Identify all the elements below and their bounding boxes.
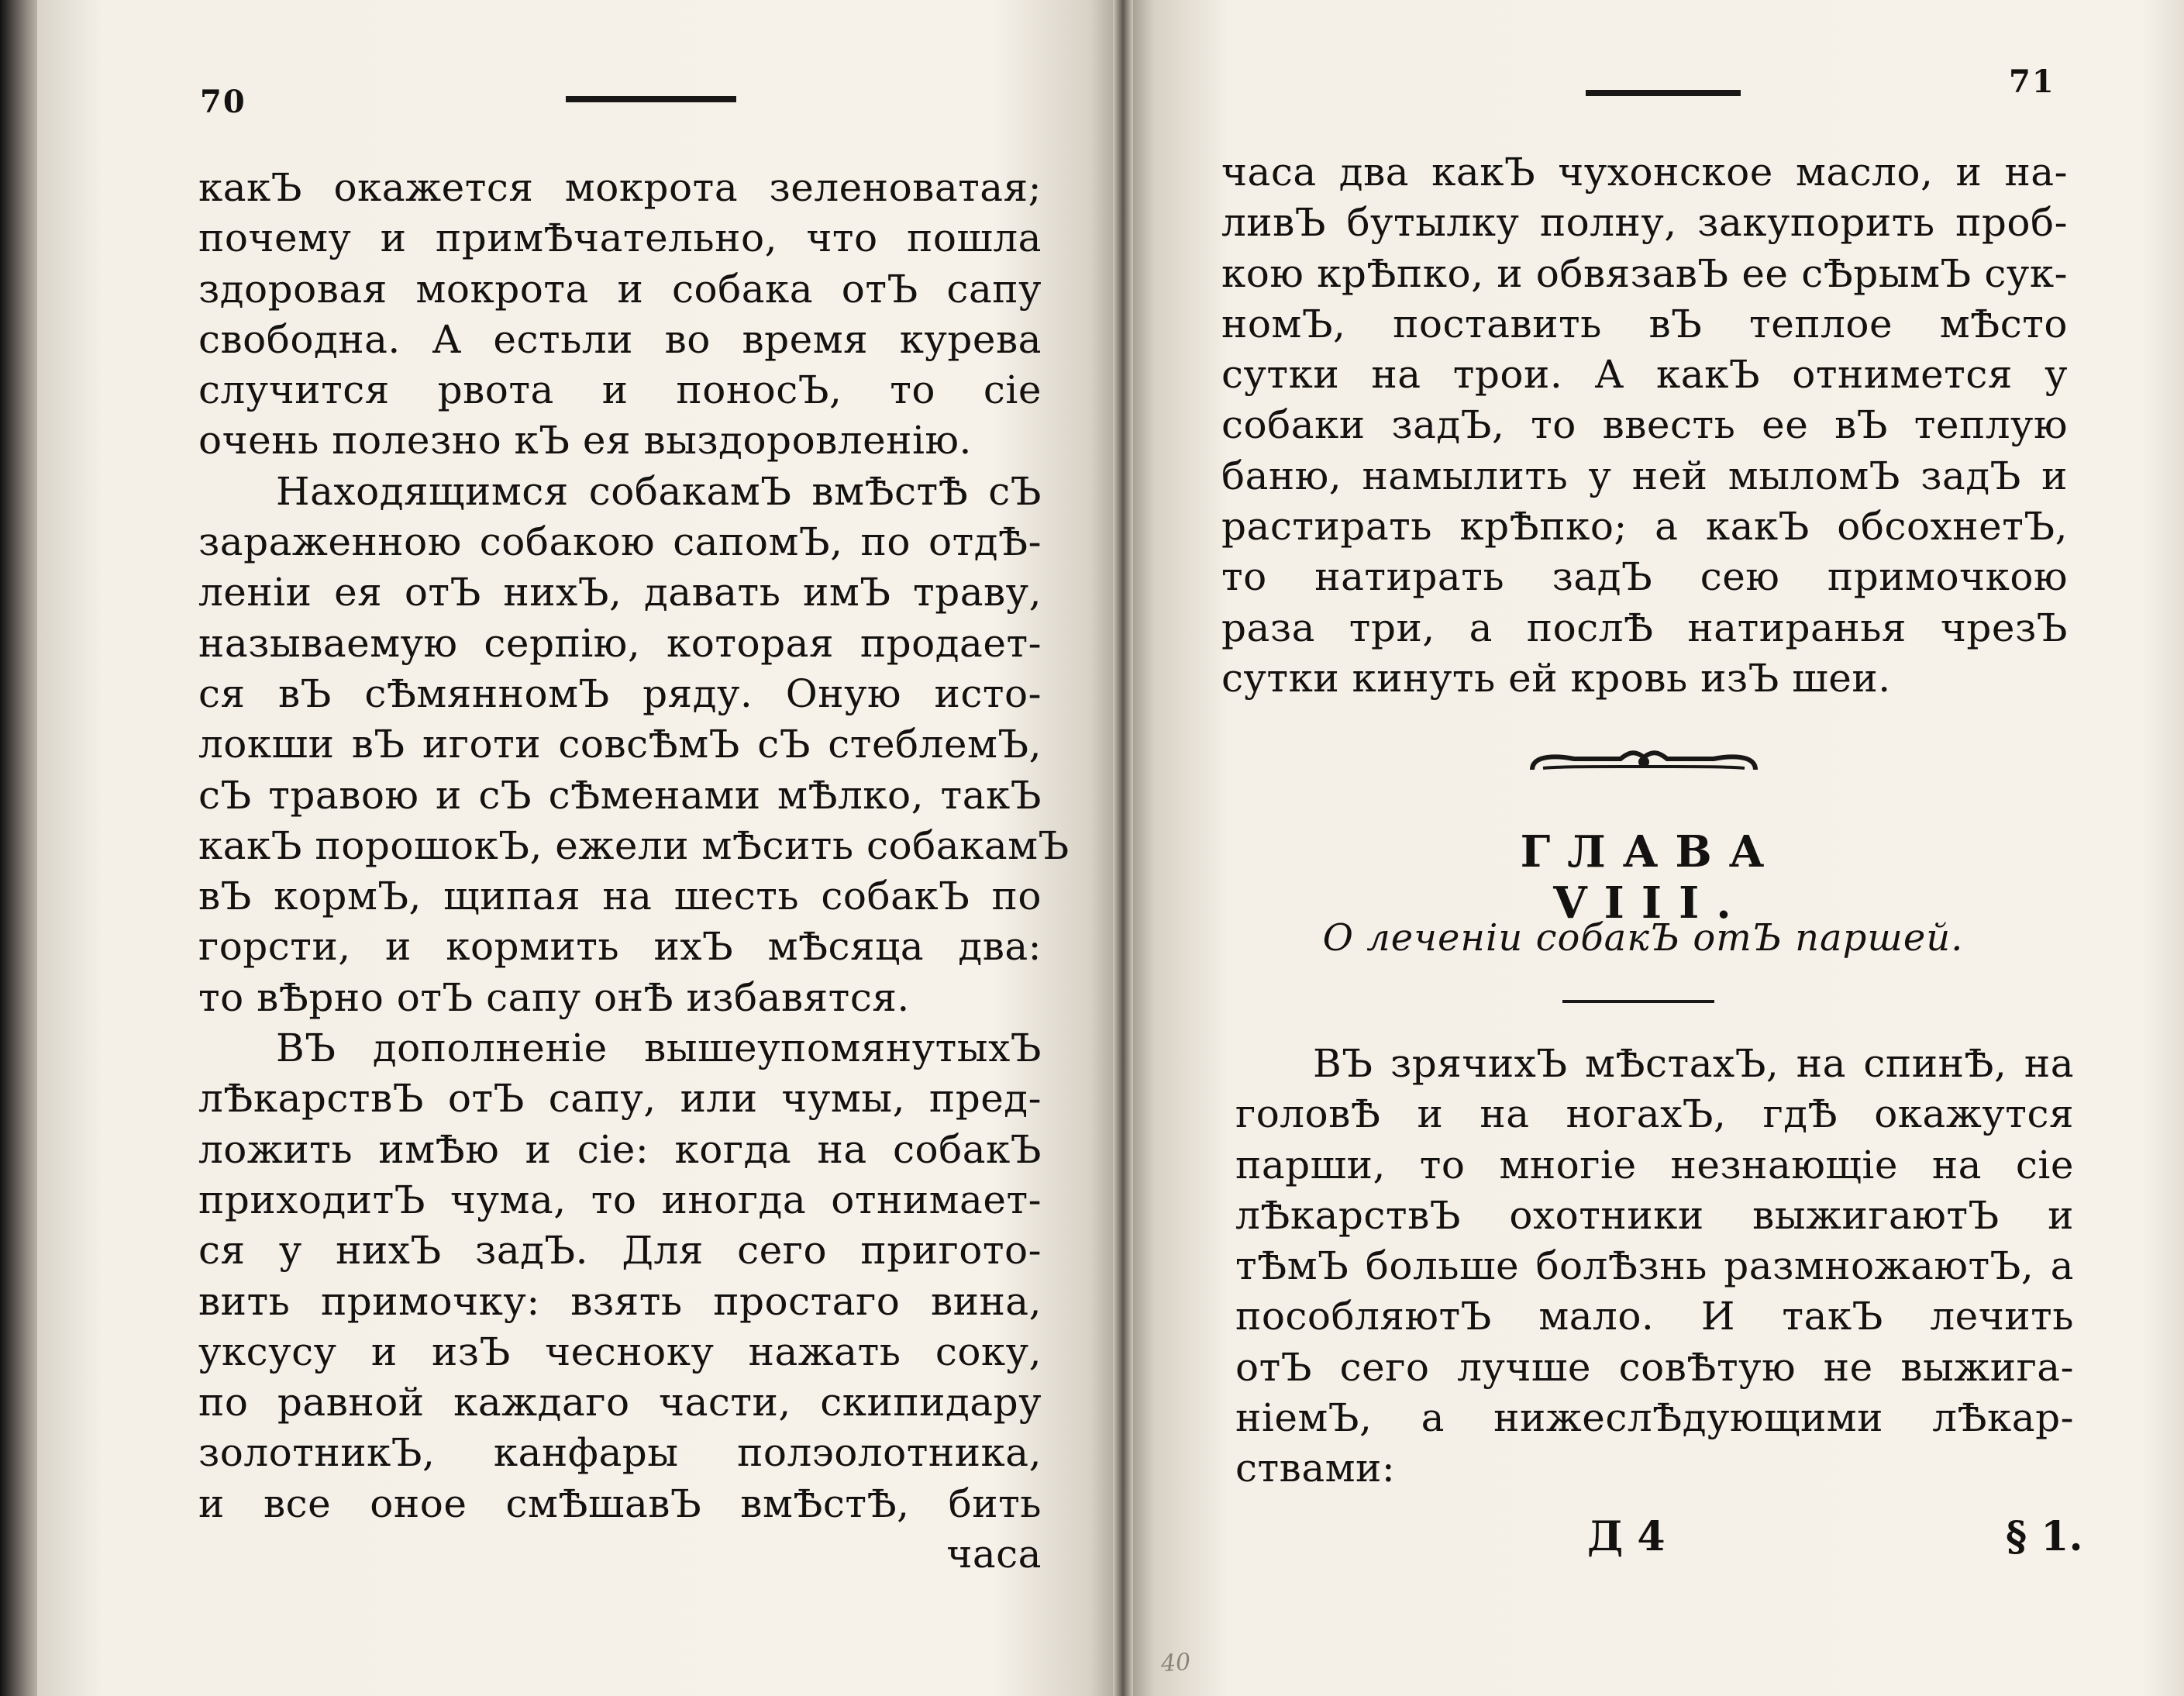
text-line: сЪ травою и сЪ сѢменами мѢлко, такЪ bbox=[198, 772, 1042, 818]
text-line: ВЪ зрячихЪ мѢстахЪ, на спинѢ, на bbox=[1313, 1041, 2074, 1086]
text-line: золотникЪ, канфары полэолотника, bbox=[198, 1430, 1042, 1476]
right-header-rule bbox=[1586, 90, 1741, 96]
text-line: ложить имѢю и сіе: когда на собакЪ bbox=[198, 1126, 1042, 1172]
chapter-title: ГЛАВА VIII. bbox=[1520, 826, 1782, 929]
pencil-note: 40 bbox=[1159, 1648, 1192, 1678]
text-line: ся вЪ сѢмянномЪ ряду. Оную исто- bbox=[198, 670, 1042, 716]
text-line: ствами: bbox=[1235, 1446, 1396, 1491]
book-edge bbox=[0, 0, 37, 1696]
text-line: собаки задЪ, то ввесть ее вЪ теплую bbox=[1221, 402, 2068, 448]
chapter-rule bbox=[1562, 1000, 1714, 1003]
text-line: баню, намылить у ней мыломЪ задЪ и bbox=[1221, 453, 2068, 498]
text-line: тѢмЪ больше болѢзнь размножаютЪ, а bbox=[1235, 1243, 2074, 1289]
right-page-number: 71 bbox=[2009, 64, 2055, 100]
text-line: сутки кинуть ей кровь изЪ шеи. bbox=[1221, 655, 1891, 701]
text-line: парши, то многіе незнающіе на сіе bbox=[1235, 1142, 2074, 1188]
text-line: раза три, а послѢ натиранья чрезЪ bbox=[1221, 605, 2068, 650]
catchword: часа bbox=[946, 1532, 1042, 1577]
text-line: приходитЪ чума, то иногда отнимает- bbox=[198, 1177, 1042, 1222]
text-line: растирать крѢпко; а какЪ обсохнетЪ, bbox=[1221, 504, 2068, 550]
text-line: ся у нихЪ задЪ. Для сего пригото- bbox=[198, 1228, 1042, 1274]
text-line: здоровая мокрота и собака отЪ сапу bbox=[198, 266, 1042, 312]
text-line: сутки на трои. А какЪ отнимется у bbox=[1221, 352, 2068, 398]
text-line: уксусу и изЪ чесноку нажать соку, bbox=[198, 1329, 1042, 1374]
text-line: ніемЪ, а нижеслѢдующими лѢкар- bbox=[1235, 1395, 2074, 1441]
text-line: почему и примѢчательно, что пошла bbox=[198, 215, 1042, 261]
left-page-number: 70 bbox=[200, 84, 246, 120]
right-text-block-bottom bbox=[1235, 1039, 2074, 1494]
ornament-divider-icon bbox=[1528, 745, 1760, 779]
left-paragraph-2 bbox=[198, 467, 1070, 1023]
book-gutter bbox=[1113, 0, 1133, 1696]
left-paragraph-1 bbox=[198, 163, 1042, 467]
text-line: по равной каждаго части, скипидару bbox=[198, 1380, 1042, 1425]
text-line: то вѢрно отЪ сапу онѢ избавятся. bbox=[198, 974, 910, 1020]
section-mark: § 1. bbox=[2006, 1513, 2083, 1560]
text-line: вить примочку: взять простаго вина, bbox=[198, 1278, 1042, 1324]
left-paragraph-3 bbox=[198, 1023, 1042, 1580]
text-line: горсти, и кормить ихЪ мѢсяца два: bbox=[198, 924, 1042, 970]
text-line: отЪ сего лучше совѢтую не выжига- bbox=[1235, 1344, 2074, 1390]
text-line: очень полезно кЪ ея выздоровленію. bbox=[198, 418, 972, 464]
chapter-subtitle: О леченіи собакЪ отЪ паршей. bbox=[1322, 916, 1964, 960]
text-line: вЪ кормЪ, щипая на шесть собакЪ по bbox=[198, 874, 1042, 919]
text-line: ВЪ дополненіе вышеупомянутыхЪ bbox=[276, 1026, 1042, 1071]
signature-mark: Д 4 bbox=[1587, 1513, 1666, 1560]
text-line: и все оное смѢшавЪ вмѢстѢ, бить bbox=[198, 1481, 1042, 1526]
text-line: пособляютЪ мало. И такЪ лечить bbox=[1235, 1294, 2074, 1339]
text-line: номЪ, поставить вЪ теплое мѢсто bbox=[1221, 301, 2068, 346]
text-line: головѢ и на ногахЪ, гдѢ окажутся bbox=[1235, 1091, 2074, 1137]
text-line: ливЪ бутылку полну, закупорить проб- bbox=[1221, 200, 2068, 246]
left-text-block bbox=[198, 163, 1070, 1580]
text-line: локши вЪ иготи совсѢмЪ сЪ стеблемЪ, bbox=[198, 722, 1042, 767]
text-line: лѢкарствЪ охотники выжигаютЪ и bbox=[1235, 1192, 2074, 1238]
text-line: называемую серпію, которая продает- bbox=[198, 620, 1042, 666]
text-line: зараженною собакою сапомЪ, по отдѢ- bbox=[198, 519, 1042, 565]
text-line: Находящимся собакамЪ вмѢстѢ сЪ bbox=[276, 468, 1042, 514]
text-line: то натирать задЪ сею примочкою bbox=[1221, 554, 2068, 600]
right-text-block-top bbox=[1221, 147, 2068, 704]
text-line: свободна. А естьли во время курева bbox=[198, 316, 1042, 362]
text-line: какЪ порошокЪ, ежели мѢсить собакамЪ bbox=[198, 822, 1070, 868]
text-line: кою крѢпко, и обвязавЪ ее сѢрымЪ сук- bbox=[1221, 250, 2068, 296]
left-header-rule bbox=[566, 96, 736, 102]
text-line: часа два какЪ чухонское масло, и на- bbox=[1221, 150, 2068, 195]
text-line: леніи ея отЪ нихЪ, давать имЪ траву, bbox=[198, 570, 1042, 615]
text-line: какЪ окажется мокрота зеленоватая; bbox=[198, 165, 1042, 210]
text-line: случится рвота и поносЪ, то сіе bbox=[198, 367, 1042, 413]
text-line: лѢкарствЪ отЪ сапу, или чумы, пред- bbox=[198, 1076, 1042, 1122]
